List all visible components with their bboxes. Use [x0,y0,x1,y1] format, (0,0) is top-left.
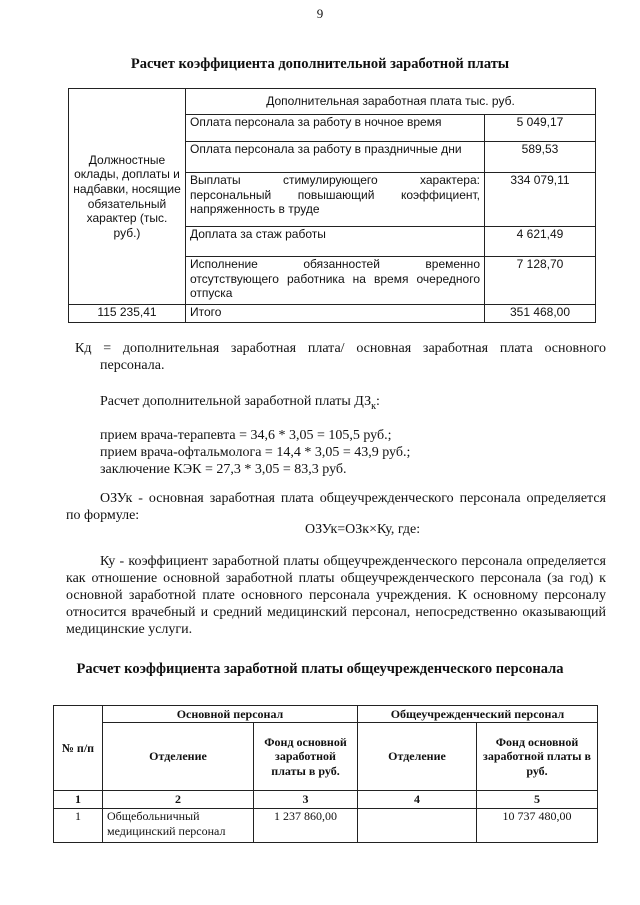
table2-group-main: Основной персонал [103,706,358,723]
additional-pay-table [68,88,596,323]
calc-line: заключение КЭК = 27,3 * 3,05 = 83,3 руб. [100,462,347,477]
section-title-additional-pay: Расчет коэффициента дополнительной заработной платы [130,56,510,72]
general-staff-table [53,705,598,843]
table2-row-dept1: Общебольничный медицинский персонал [103,809,254,843]
table1-row-desc: Доплата за стаж работы [186,227,485,257]
table2-sub-fund2: Фонд основной заработной платы в руб. [477,723,598,791]
table1-row-value: 4 621,49 [485,227,596,257]
table1-left-header: Должностные оклады, доплаты и надбавки, носящие обязательный характер (тыс. руб.) [69,89,186,305]
calc-title-text: Расчет дополнительной заработной платы ДЗ [100,394,372,409]
table1-right-header: Дополнительная заработная плата тыс. руб. [186,89,596,115]
calc-line: прием врача-офтальмолога = 14,4 * 3,05 = 43,9 руб.; [100,445,411,460]
table2-row-fund1: 1 237 860,00 [254,809,358,843]
formula: ОЗУк=ОЗк×Ку, где: [305,522,421,537]
table2-col-num: № п/п [54,706,103,791]
table1-row-value: 7 128,70 [485,257,596,305]
table1-total-left: 115 235,41 [69,305,186,323]
table1-row-value: 589,53 [485,142,596,173]
table1-row-desc: Оплата персонала за работу в праздничные дни [186,142,485,173]
ky-paragraph: Ку - коэффициент заработной платы общеучрежденческого персонала определяется как отношение основной заработной платы общеучрежденческого персонала (за год) к основной заработной плате основного персонала учреждения. К основному персоналу относится врачебный и средний медицинский персонал, непосредственно оказывающий медицинские услуги. [66,554,606,637]
table2-row-num: 1 [54,809,103,843]
table2-index: 1 [54,791,103,809]
table2-index: 3 [254,791,358,809]
table2-index: 4 [358,791,477,809]
calc-line: прием врача-терапевта = 34,6 * 3,05 = 105,5 руб.; [100,428,392,443]
page-number: 9 [316,6,324,21]
table2-sub-dept2: Отделение [358,723,477,791]
table1-total-value: 351 468,00 [485,305,596,323]
ozu-paragraph: ОЗУк - основная заработная плата общеучрежденческого персонала определяется по формуле: [66,491,606,523]
table2-index: 2 [103,791,254,809]
table1-row-desc: Выплаты стимулирующего характера: персональный повышающий коэффициент, напряженность в труде [186,173,485,227]
table2-row-fund2: 10 737 480,00 [477,809,598,843]
calc-title: Расчет дополнительной заработной платы $ДЗ_к$: [100,394,380,412]
table2-group-general: Общеучрежденческий персонал [358,706,598,723]
table1-row-desc: Исполнение обязанностей временно отсутствующего работника на время очередного отпуска [186,257,485,305]
calc-title-subscript: к [371,400,377,412]
table1-row-value: 5 049,17 [485,115,596,142]
table2-sub-fund1: Фонд основной заработной платы в руб. [254,723,358,791]
table2-sub-dept1: Отделение [103,723,254,791]
table2-index: 5 [477,791,598,809]
section-title-general-staff: Расчет коэффициента заработной платы общеучрежденческого персонала [76,661,564,677]
table2-row-dept2 [358,809,477,843]
kd-paragraph: Кд = дополнительная заработная плата/ основная заработная плата основного персонала. [75,341,606,373]
table1-row-value: 334 079,11 [485,173,596,227]
table1-row-desc: Оплата персонала за работу в ночное время [186,115,485,142]
table1-total-label: Итого [186,305,485,323]
